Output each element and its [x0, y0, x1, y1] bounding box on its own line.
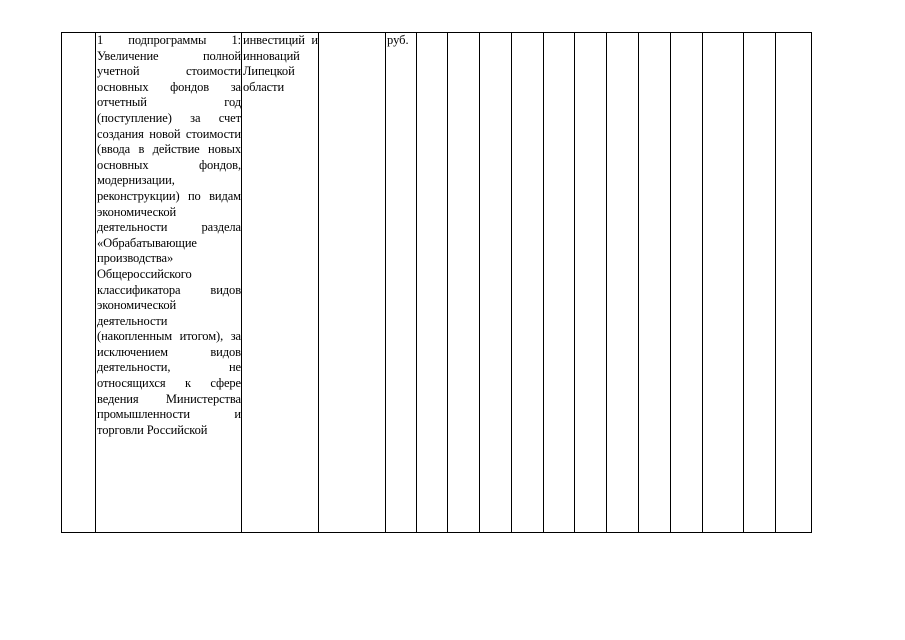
source-cell — [242, 33, 319, 533]
spacer-cell — [319, 33, 386, 533]
value-cell — [575, 33, 607, 533]
description-cell — [96, 33, 242, 533]
value-cell — [703, 33, 744, 533]
value-cell — [671, 33, 703, 533]
value-cell — [480, 33, 512, 533]
value-cell — [417, 33, 448, 533]
indicator-description: 1 подпрограммы 1: Увеличение полной учетной стоимости основных фондов за отчетный год (поступление) за счет создания новой стоимости (ввода в действие новых основных фондов, модернизации, реконструкции) по видам экономической деятельности раздела «Обрабатывающие производства» Общероссийского классификатора видов экономической деятельности (накопленным итогом), за исключением видов деятельности, не относящихся к сфере ведения Министерства промышленности и торговли Российской — [97, 33, 241, 437]
value-cell — [544, 33, 575, 533]
value-cell — [448, 33, 480, 533]
value-cell — [744, 33, 776, 533]
indicator-table — [61, 32, 812, 533]
value-cell — [512, 33, 544, 533]
value-cell — [776, 33, 812, 533]
number-cell — [62, 33, 96, 533]
value-cell — [639, 33, 671, 533]
indicator-source: инвестиций и инноваций Липецкой области — [243, 33, 318, 94]
value-cell — [607, 33, 639, 533]
indicator-unit: руб. — [387, 33, 409, 47]
table-row — [62, 33, 812, 533]
unit-cell — [386, 33, 417, 533]
